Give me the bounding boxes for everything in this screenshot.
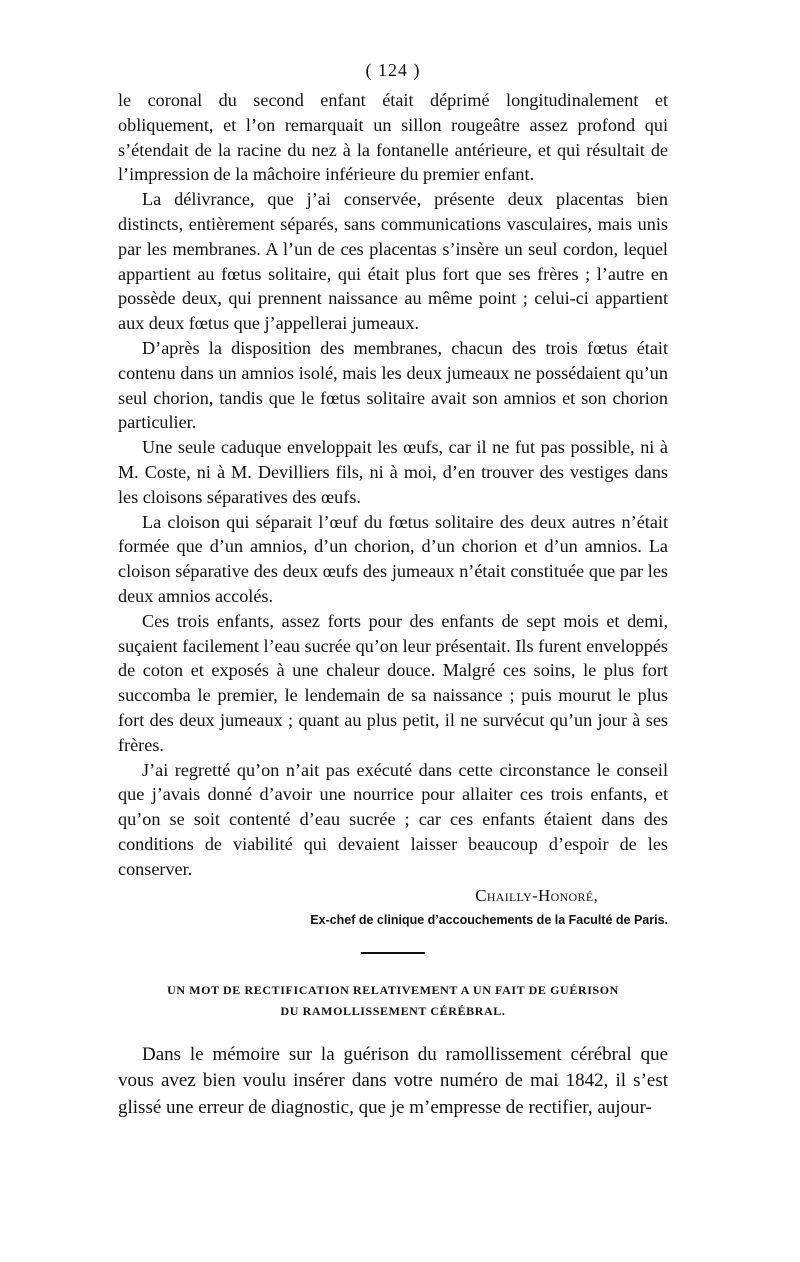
article-body [118,88,668,882]
paragraph-membranes: D’après la disposition des membranes, chacun des trois fœtus était contenu dans un amnios isolé, mais les deux jumeaux ne possédaient qu’un seul chorion, tandis que le fœtus solitaire avait son amnios et son chorion particulier. [118,337,668,433]
paragraph-caduque: Une seule caduque enveloppait les œufs, car il ne fut pas possible, ni à M. Coste, ni à M. Devilliers fils, ni à moi, d’en trouver des vestiges dans les cloisons séparatives des œufs. [118,437,668,507]
next-article-body [118,1042,668,1122]
heading-line-2: DU RAMOLLISSEMENT CÉRÉBRAL. [280,1003,506,1018]
paragraph-children: Ces trois enfants, assez forts pour des enfants de sept mois et demi, suçaient facilement l’eau sucrée qu’on leur présentait. Ils furent enveloppés de coton et exposés à une chaleur douce. Malgré ces soins, le plus fort succomba le premier, le lendemain de sa naissance ; puis mourut le plus fort des deux jumeaux ; quant au plus petit, il ne survécut qu’un jour à ses frères. [118,610,668,755]
page-number: ( 124 ) [365,60,421,80]
paragraph-cloison: La cloison qui séparait l’œuf du fœtus solitaire des deux autres n’était formée que d’un amnios, d’un chorion, d’un chorion et d’un amnios. La cloison séparative des deux œufs des jumeaux n’était constituée que par les deux amnios accolés. [118,511,668,606]
next-article-paragraph: Dans le mémoire sur la guérison du ramollissement cérébral que vous avez bien voulu insérer dans votre numéro de mai 1842, il s’est glissé une erreur de diagnostic, que je m’empresse de rectifier, aujour- [118,1043,668,1118]
section-divider [361,952,425,954]
paragraph-regret: J’ai regretté qu’on n’ait pas exécuté dans cette circonstance le conseil que j’avais donné d’avoir une nourrice pour allaiter ces trois enfants, et qu’on se soit contenté d’eau sucrée ; car ces enfants étaient dans des conditions de viabilité qui devaient laisser beaucoup d’espoir de les conserver. [118,759,668,879]
paragraph-continued: le coronal du second enfant était déprimé longitudinalement et obliquement, et l’on remarquait un sillon rougeâtre assez profond qui s’étendait de la racine du nez à la fontanelle antérieure, et qui résultait de l’impression de la mâchoire inférieure du premier enfant. [118,90,668,185]
next-article-heading [118,980,668,1022]
paragraph-delivery: La délivrance, que j’ai conservée, présente deux placentas bien distincts, entièrement séparés, sans communications vasculaires, mais unis par les membranes. A l’un de ces placentas s’insère un seul cordon, lequel appartient au fœtus solitaire, qui était plus fort que ses frères ; l’autre en possède deux, qui prennent naissance au même point ; celui-ci appartient aux deux fœtus que j’appellerai jumeaux. [118,189,668,334]
signature-title: Ex-chef de clinique d’accouchements de la Faculté de Paris. [310,912,668,927]
heading-line-1: UN MOT DE RECTIFICATION RELATIVEMENT A UN FAIT DE GUÉRISON [167,982,619,997]
signature-name: Chailly-Honoré, [475,885,598,905]
page [118,58,668,1121]
